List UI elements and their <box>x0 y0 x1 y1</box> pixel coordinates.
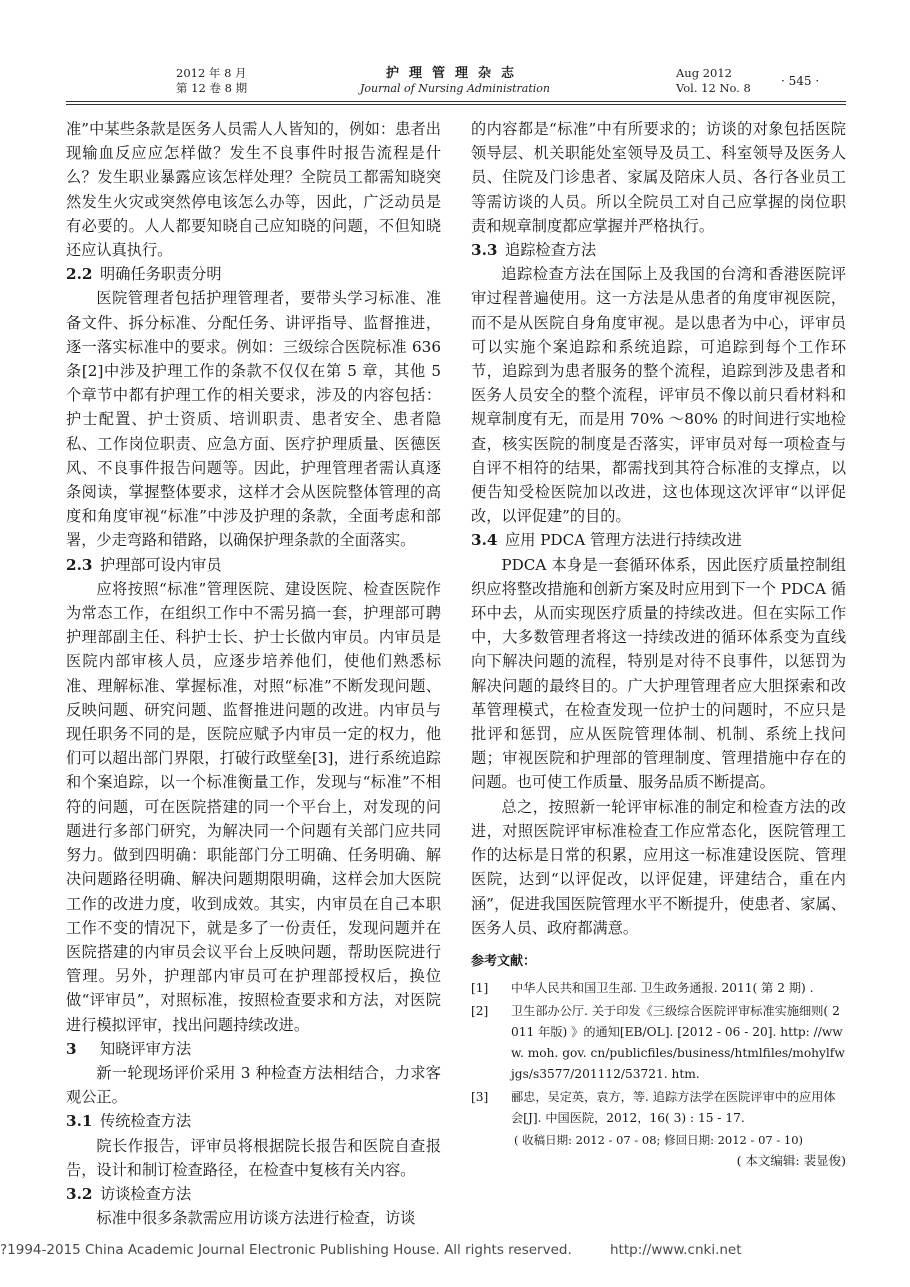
paragraph-conclusion: 总之，按照新一轮评审标准的制定和检查方法的改进，对照医院评审标准检查工作应常态化，医院管理工作的达标是日常的积累，应用这一标准建设医院、管理医院，达到“以评促改，以评促建，评建结合，重在内涵”，促进我国医院管理水平不断提升，使患者、家属、医务人员、政府都满意。 <box>471 797 846 937</box>
received-dates: ( 收稿日期: 2012 - 07 - 08; 修回日期: 2012 - 07 - 10) <box>513 1132 804 1147</box>
section-number: 3.2 <box>66 1184 93 1203</box>
paragraph: 准”中某些条款是医务人员需人人皆知的，例如：患者出现输血反应应怎样做？发生不良事件时报告流程是什么？发生职业暴露应该怎样处理？全院员工都需知晓突然发生火灾或突然停电该怎么办等，因此，广泛动员是有必要的。人人都要知晓自己应知晓的问题，不但知晓还应认真执行。 <box>66 120 441 260</box>
section-heading-3 <box>66 1037 441 1061</box>
reference-text: 中华人民共和国卫生部. 卫生政务通报. 2011( 第 2 期) . <box>511 980 814 995</box>
paragraph: 的内容都是“标准”中有所要求的；访谈的对象包括医院领导层、机关职能处室领导及员工、科室领导及医务人员、住院及门诊患者、家属及陪床人员、各行各业员工等需访谈的人员。所以全院员工对自己应掌握的岗位职责和规章制度都应掌握并严格执行。 <box>471 120 846 235</box>
section-number: 3.4 <box>471 531 498 550</box>
reference-number: [1] <box>471 980 489 995</box>
section-number: 2.2 <box>66 265 93 284</box>
header-rule <box>66 101 846 102</box>
left-column <box>66 117 441 1230</box>
journal-title-cn: 护理管理杂志 <box>385 66 524 81</box>
section-title: 护理部可设内审员 <box>100 555 222 574</box>
paragraph: PDCA 本身是一套循环体系，因此医疗质量控制组织应将整改措施和创新方案及时应用到下一个 PDCA 循环中去，从而实现医疗质量的持续改进。但在实际工作中，大多数管理者将这一持续改进的循环体系变为直线向下解决问题的流程，特别是对待不良事件，以惩罚为解决问题的最终目的。广大护理管理者应大胆探索和改革管理模式，在检查发现一位护士的问题时，不应只是批评和惩罚，应从医院管理体制、机制、系统上找问题；审视医院和护理部的管理制度、管理措施中存在的问题。也可使工作质量、服务品质不断提高。 <box>471 555 846 792</box>
section-heading-2-3 <box>66 553 441 577</box>
section-title: 知晓评审方法 <box>100 1039 192 1058</box>
reference-number: [3] <box>471 1089 489 1104</box>
paragraph: 应将按照“标准”管理医院、建设医院、检查医院作为常态工作，在组织工作中不需另搞一套，护理部可聘护理部副主任、科护士长、护士长做内审员。内审员是医院内部审核人员，应逐步培养他们，使他们熟悉标准、理解标准、掌握标准，对照“标准”不断发现问题、反映问题、研究问题、监督推进问题的改进。内审员与现任职务不同的是，医院应赋予内审员一定的权力，他们可以超出部门界限，打破行政壁垒[3]，进行系统追踪和个案追踪，以一个标准衡量工作，发现与“标准”不相符的问题，可在医院搭建的同一个平台上，对发现的问题进行多部门研究，为解决同一个问题有关部门应共同努力。做到四明确：职能部门分工明确、任务明确、解决问题路径明确、解决问题期限明确，这样会加大医院工作的改进力度，收到成效。其实，内审员在自己本职工作不变的情况下，就是多了一份责任，发现问题并在医院搭建的内审员会议平台上反映问题，帮助医院进行管理。另外，护理部内审员可在护理部授权后，换位做“评审员”，对照标准，按照检查要求和方法，对医院进行模拟评审，找出问题持续改进。 <box>66 579 441 1034</box>
section-number: 3 <box>66 1039 77 1058</box>
reference-item <box>471 1087 846 1129</box>
reference-text: 卫生部办公厅. 关于印发《三级综合医院评审标准实施细则( 2011 年版) 》的通知[EB/OL]. [2012 - 06 - 20]. http: //www. moh. gov. cn/publicfiles/business/htmlfiles/mohylfwjgs/s3577/201112/53721. htm. <box>511 1003 845 1081</box>
section-title: 明确任务职责分明 <box>100 265 222 284</box>
article-editor: ( 本文编辑: 裴显俊) <box>736 1152 846 1168</box>
right-column <box>471 117 846 1171</box>
reference-number: [2] <box>471 1003 489 1018</box>
header-rule-thin <box>66 104 846 105</box>
header-date-cn: 2012 年 8 月 <box>176 66 247 80</box>
header-issue-en <box>676 66 751 96</box>
section-heading-3-3 <box>471 238 846 262</box>
paragraph: 医院管理者包括护理管理者，要带头学习标准、准备文件、拆分标准、分配任务、讲评指导、监督推进，逐一落实标准中的要求。例如：三级综合医院标准 636 条[2]中涉及护理工作的条款不仅仅在第 5 章，其他 5 个章节中都有护理工作的相关要求，涉及的内容包括：护士配置、护士资质、培训职责、患者安全、患者隐私、工作岗位职责、应急方面、医疗护理质量、医德医风、不良事件报告问题等。因此，护理管理者需认真逐条阅读，掌握整体要求，这样才会从医院整体管理的高度和角度审视“标准”中涉及护理的条款，全面考虑和部署，少走弯路和错路，以确保护理条款的全面落实。 <box>66 289 441 550</box>
paragraph: 院长作报告，评审员将根据院长报告和医院自查报告，设计和制订检查路径，在检查中复核有关内容。 <box>66 1136 441 1179</box>
section-title: 访谈检查方法 <box>100 1184 192 1203</box>
section-heading-2-2 <box>66 262 441 286</box>
reference-item <box>471 1001 846 1085</box>
section-title: 传统检查方法 <box>100 1112 192 1131</box>
footer-url: http://www.cnki.net <box>610 1242 742 1258</box>
section-title: 追踪检查方法 <box>505 241 597 260</box>
section-title: 应用 PDCA 管理方法进行持续改进 <box>505 531 742 550</box>
section-number: 3.1 <box>66 1112 93 1131</box>
section-heading-3-2 <box>66 1182 441 1206</box>
section-heading-3-1 <box>66 1109 441 1133</box>
header-volume-cn: 第 12 卷 8 期 <box>176 81 248 95</box>
journal-title-en: Journal of Nursing Administration <box>359 82 551 95</box>
header-date-en: Aug 2012 <box>676 66 732 80</box>
header-journal <box>0 66 910 96</box>
page-number: · 545 · <box>781 74 820 88</box>
paragraph: 追踪检查方法在国际上及我国的台湾和香港医院评审过程普遍使用。这一方法是从患者的角度审视医院，而不是从医院自身角度审视。是以患者为中心，评审员可以实施个案追踪和系统追踪，可追踪到每个工作环节，追踪到为患者服务的整个流程，追踪到涉及患者和医务人员安全的整个流程，评审员不像以前只看材料和规章制度有无，而是用 70% ～80% 的时间进行实地检查，核实医院的制度是否落实，评审员对每一项检查与自评不相符的结果，都需找到其符合标准的支撑点，以便告知受检医院加以改进，这也体现这次评审“以评促改，以评促建”的目的。 <box>471 265 846 526</box>
reference-item <box>471 978 846 999</box>
section-number: 3.3 <box>471 241 498 260</box>
paragraph: 新一轮现场评价采用 3 种检查方法相结合，力求客观公正。 <box>66 1063 441 1107</box>
copyright-footer: ?1994-2015 China Academic Journal Electronic Publishing House. All rights reserved. <box>0 1242 572 1258</box>
references-title: 参考文献： <box>471 953 537 969</box>
header-volume-en: Vol. 12 No. 8 <box>676 81 751 95</box>
section-number: 2.3 <box>66 555 93 574</box>
paragraph: 标准中很多条款需应用访谈方法进行检查，访谈 <box>96 1209 416 1228</box>
reference-text: 郦忠，吴定英，袁方，等. 追踪方法学在医院评审中的应用体会[J]. 中国医院，2012，16( 3) : 15 - 17. <box>511 1089 836 1125</box>
section-heading-3-4 <box>471 528 846 552</box>
